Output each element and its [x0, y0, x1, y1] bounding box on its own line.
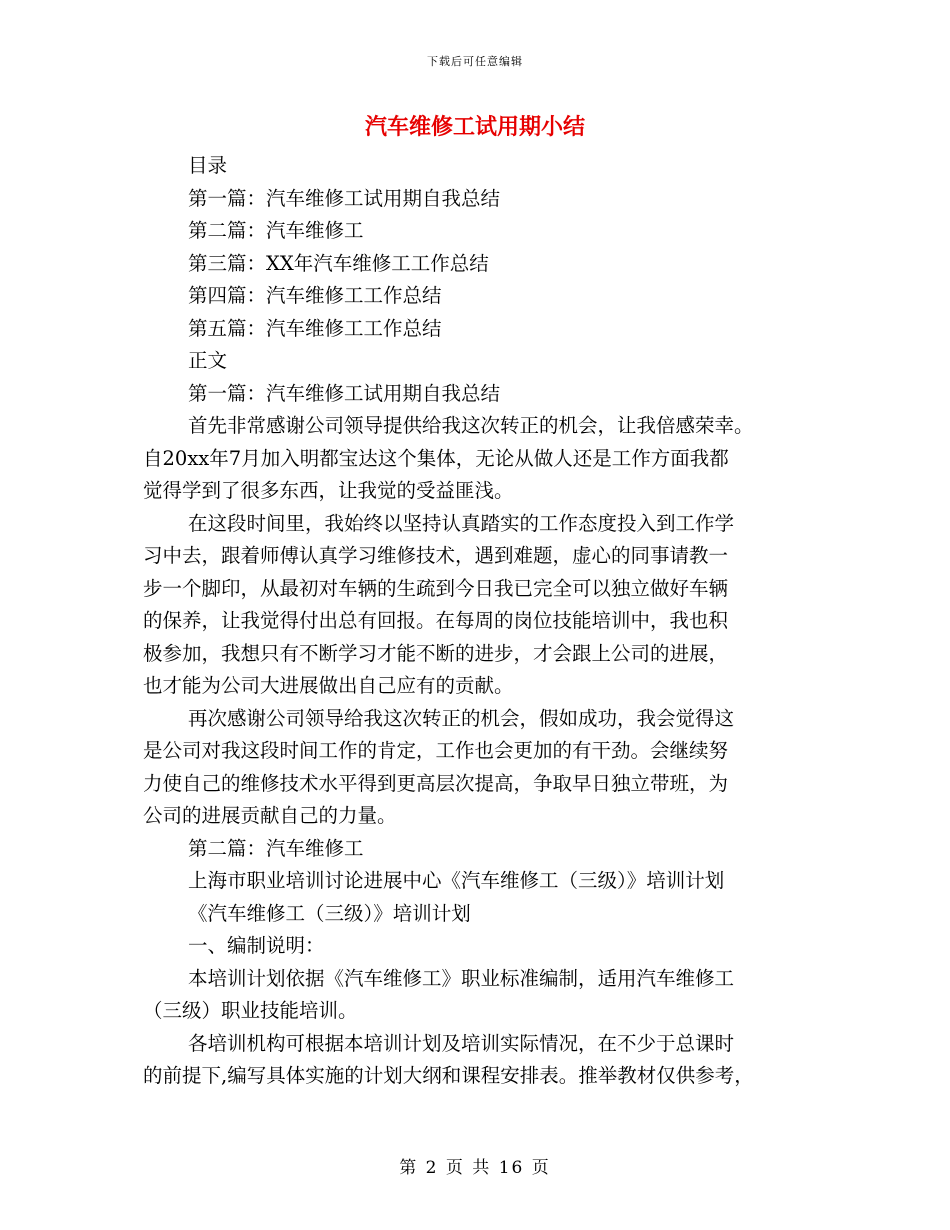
text-line: 第一篇：汽车维修工试用期自我总结	[188, 186, 501, 210]
text-line: 一、编制说明：	[188, 934, 325, 957]
text-line: 第四篇：汽车维修工工作总结	[188, 284, 442, 307]
text-line: 极参加，我想只有不断学习才能不断的进步，才会跟上公司的进展，	[143, 641, 729, 665]
text-line: 目录	[188, 154, 228, 177]
page-footer: 第 2 页 共 16 页	[399, 1158, 551, 1178]
text-line: 也才能为公司大进展做出自己应有的贡献。	[143, 674, 514, 697]
text-line: 力使自己的维修技术水平得到更高层次提高，争取早日独立带班，为	[143, 771, 729, 795]
text-line: 的保养，让我觉得付出总有回报。在每周的岗位技能培训中，我也积	[143, 609, 729, 632]
text-line: 第一篇：汽车维修工试用期自我总结	[188, 381, 501, 405]
text-line: 步一个脚印，从最初对车辆的生疏到今日我已完全可以独立做好车辆	[143, 576, 729, 600]
text-line: 《汽车维修工（三级）》培训计划	[188, 901, 471, 925]
text-line: 习中去，跟着师傅认真学习维修技术，遇到难题，虚心的同事请教一	[143, 544, 729, 567]
document-body	[143, 150, 815, 1093]
text-line: 第二篇：汽车维修工	[188, 836, 364, 860]
text-line: 上海市职业培训讨论进展中心《汽车维修工（三级）》培训计划	[188, 869, 725, 892]
text-line: 第三篇：XX年汽车维修工工作总结	[188, 251, 489, 275]
text-line: 首先非常感谢公司领导提供给我这次转正的机会，让我倍感荣幸。	[188, 414, 754, 437]
text-line: 正文	[188, 349, 228, 372]
text-line: 公司的进展贡献自己的力量。	[143, 804, 397, 827]
text-line: 在这段时间里，我始终以坚持认真踏实的工作态度投入到工作学	[188, 511, 735, 535]
text-line: 本培训计划依据《汽车维修工》职业标准编制，适用汽车维修工	[188, 966, 735, 990]
text-line: 再次感谢公司领导给我这次转正的机会，假如成功，我会觉得这	[188, 706, 735, 730]
header-note: 下载后可任意编辑	[427, 55, 523, 68]
text-line: 第五篇：汽车维修工工作总结	[188, 316, 442, 340]
text-line: 的前提下,编写具体实施的计划大纲和课程安排表。推举教材仅供参考，	[143, 1064, 754, 1087]
text-line: 第二篇：汽车维修工	[188, 219, 364, 242]
document-title: 汽车维修工试用期小结	[364, 114, 585, 140]
text-line: 是公司对我这段时间工作的肯定，工作也会更加的有干劲。会继续努	[143, 739, 729, 762]
text-line: （三级）职业技能培训。	[143, 999, 358, 1022]
text-line: 各培训机构可根据本培训计划及培训实际情况，在不少于总课时	[188, 1031, 735, 1055]
text-line: 觉得学到了很多东西，让我觉的受益匪浅。	[143, 479, 514, 502]
text-line: 自20xx年7月加入明都宝达这个集体，无论从做人还是工作方面我都	[143, 446, 729, 470]
